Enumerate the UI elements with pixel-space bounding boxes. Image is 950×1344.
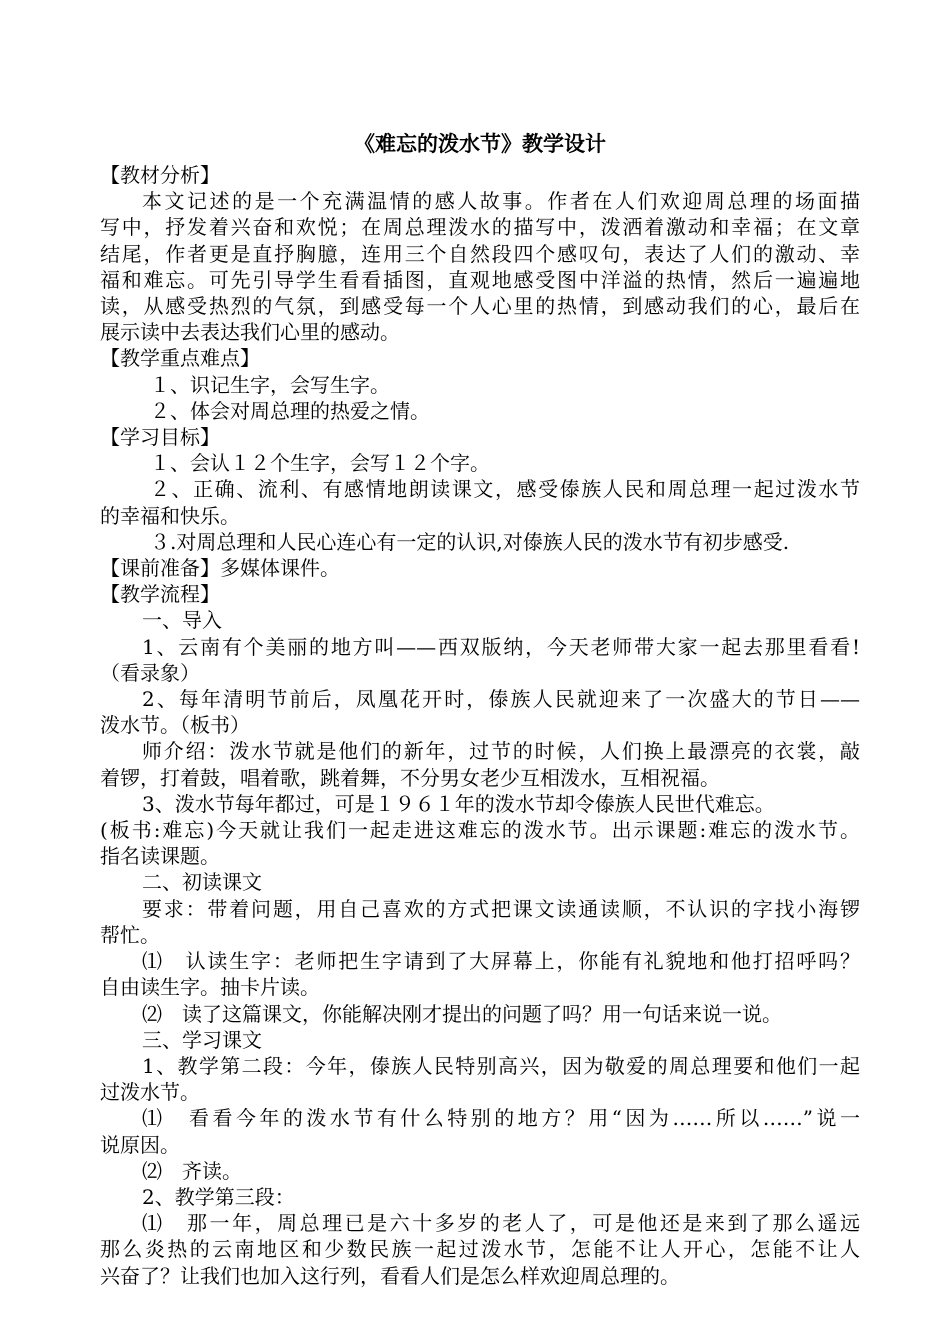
paragraph-line: 帮忙。 <box>100 922 160 947</box>
paragraph-line: 自由读生字。抽卡片读。 <box>100 975 320 1000</box>
paragraph-line: 那么炎热的云南地区和少数民族一起过泼水节，怎能不让人开心，怎能不让人 <box>100 1237 860 1262</box>
paragraph-line: 着锣，打着鼓，唱着歌，跳着舞，不分男女老少互相泼水，互相祝福。 <box>100 765 720 790</box>
subsection-heading: 一、导入 <box>142 608 222 633</box>
paragraph-line: 指名读课题。 <box>100 844 220 869</box>
section-heading-preparation: 【课前准备】多媒体课件。 <box>100 556 340 581</box>
paragraph-line: 展示读中去表达我们心里的感动。 <box>100 320 400 345</box>
paragraph-line: 泼水节。（板书） <box>100 713 250 738</box>
paragraph-line: ⑴ 看看今年的泼水节有什么特别的地方？用“因为……所以……”说一 <box>142 1106 860 1131</box>
paragraph-line: 兴奋了？让我们也加入这行列，看看人们是怎么样欢迎周总理的。 <box>100 1263 680 1288</box>
list-item: ３.对周总理和人民心连心有一定的认识,对傣族人民的泼水节有初步感受. <box>150 529 790 554</box>
paragraph-line: 结尾，作者更是直抒胸臆，连用三个自然段四个感叹句，表达了人们的激动、幸 <box>100 241 860 266</box>
list-item: １、会认１２个生字，会写１２个字。 <box>150 451 490 476</box>
paragraph-line: 福和难忘。可先引导学生看看插图，直观地感受图中洋溢的热情，然后一遍遍地 <box>100 267 860 292</box>
paragraph-line: ⑵ 齐读。 <box>142 1158 242 1183</box>
section-heading-learning-goals: 【学习目标】 <box>100 425 220 450</box>
paragraph-line: 1、教学第二段：今年，傣族人民特别高兴，因为敬爱的周总理要和他们一起 <box>142 1053 860 1078</box>
paragraph-line: 读，从感受热烈的气氛，到感受每一个人心里的热情，到感动我们的心，最后在 <box>100 294 860 319</box>
paragraph-line: （看录象） <box>100 660 200 685</box>
paragraph-line: 1、云南有个美丽的地方叫——西双版纳，今天老师带大家一起去那里看看! <box>142 634 860 659</box>
paragraph-line: 说原因。 <box>100 1132 180 1157</box>
subsection-heading: 二、初读课文 <box>142 870 262 895</box>
paragraph-line: (板书:难忘)今天就让我们一起走进这难忘的泼水节。出示课题:难忘的泼水节。 <box>100 818 860 843</box>
paragraph-line: 要求：带着问题，用自己喜欢的方式把课文读通读顺，不认识的字找小海锣 <box>142 896 860 921</box>
document-title: 《难忘的泼水节》教学设计 <box>354 131 606 156</box>
paragraph-line: 2、每年清明节前后，凤凰花开时，傣族人民就迎来了一次盛大的节日—— <box>142 687 860 712</box>
section-heading-textbook-analysis: 【教材分析】 <box>100 163 220 187</box>
paragraph-line: 本文记述的是一个充满温情的感人故事。作者在人们欢迎周总理的场面描 <box>142 189 860 214</box>
paragraph-line: 师介绍：泼水节就是他们的新年，过节的时候，人们换上最漂亮的衣裳，敲 <box>142 739 860 764</box>
paragraph-line: 3、泼水节每年都过，可是１９６１年的泼水节却令傣族人民世代难忘。 <box>142 791 775 816</box>
paragraph-line: ⑵ 读了这篇课文，你能解决刚才提出的问题了吗？用一句话来说一说。 <box>142 1001 782 1026</box>
paragraph-line: 2、教学第三段： <box>142 1184 295 1209</box>
paragraph-line: ⑴ 那一年，周总理已是六十多岁的老人了，可是他还是来到了那么遥远 <box>142 1211 860 1236</box>
document-page <box>100 130 860 1289</box>
paragraph-line: 写中，抒发着兴奋和欢悦；在周总理泼水的描写中，泼洒着激动和幸福；在文章 <box>100 215 860 240</box>
list-item: １、识记生字，会写生字。 <box>150 372 390 397</box>
list-item: ２、体会对周总理的热爱之情。 <box>150 398 430 423</box>
section-heading-key-points: 【教学重点难点】 <box>100 346 260 371</box>
subsection-heading: 三、学习课文 <box>142 1027 262 1052</box>
list-item: ２、正确、流利、有感情地朗读课文，感受傣族人民和周总理一起过泼水节 <box>150 477 860 502</box>
paragraph-line: 的幸福和快乐。 <box>100 503 240 528</box>
paragraph-line: 过泼水节。 <box>100 1080 200 1105</box>
paragraph-line: ⑴ 认读生字：老师把生字请到了大屏幕上，你能有礼貌地和他打招呼吗？ <box>142 949 860 974</box>
section-heading-teaching-process: 【教学流程】 <box>100 582 220 607</box>
